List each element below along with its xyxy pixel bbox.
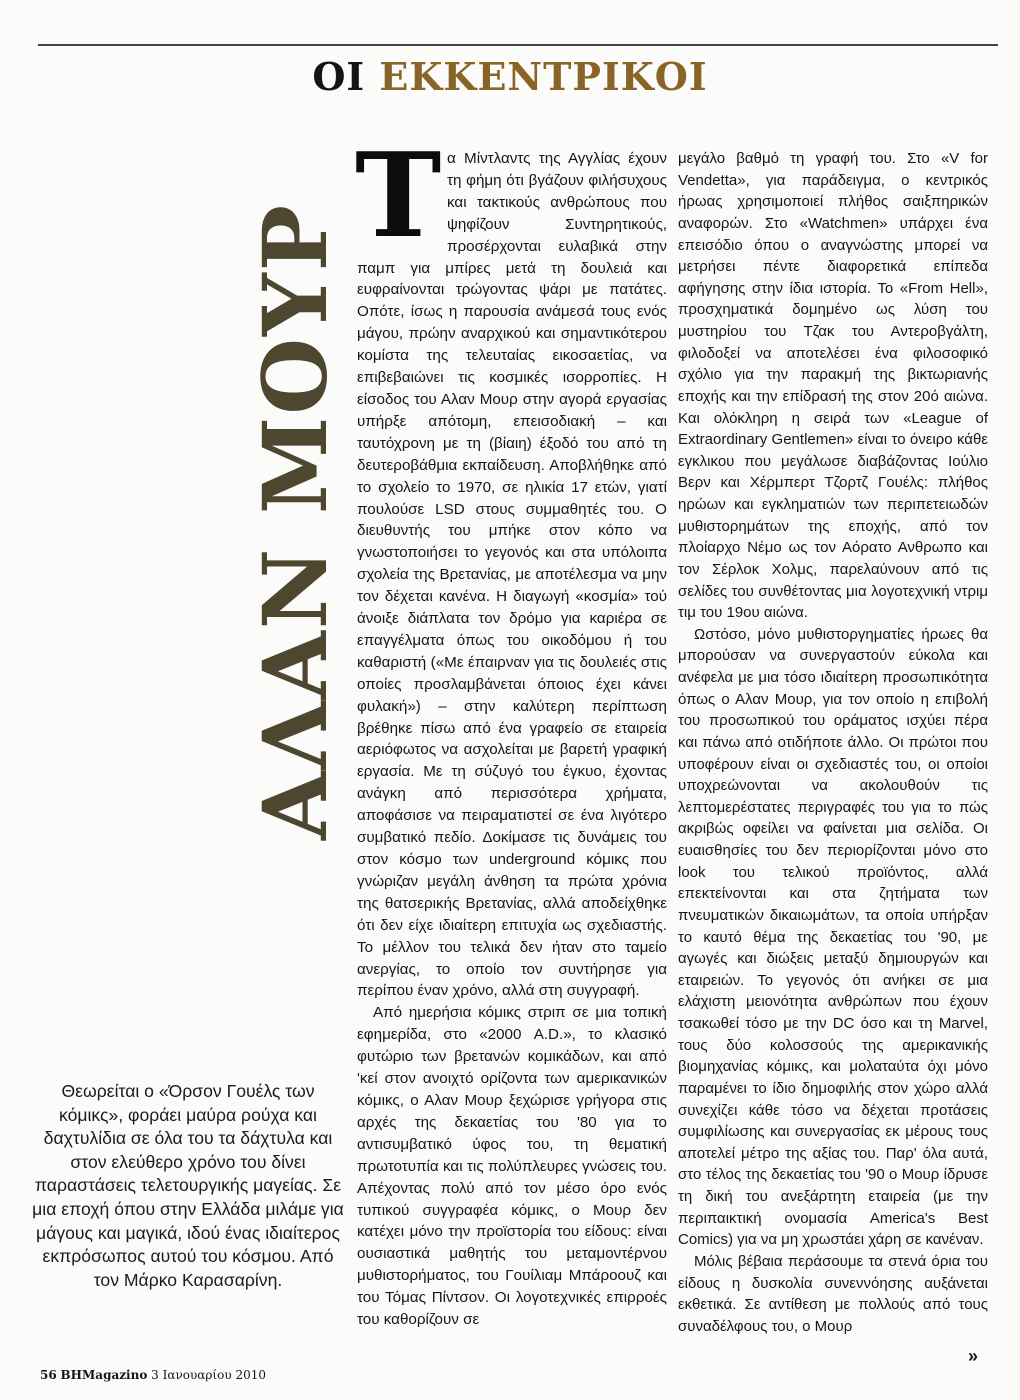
paragraph-2: Από ημερήσια κόμικς στριπ σε μια τοπική εφημερίδα, στο «2000 A.D.», το κλασικό φυτώριο των βρετανών κομικάδων, και από 'κεί στον ανοιχτό ορίζοντα των αμερικανικών κόμικς, ο Αλαν Μουρ ξεχώρισε γρήγορα στις αρχές της δεκαετίας του '80 για το αντισυμβατικό ύφος του, τη θεματική πρωτοτυπία και τις πολύπλευρες γνώσεις του. Απέχοντας πολύ από τον μέσο όρο ενός τυπικού συγγραφέα κόμικς, ο Μουρ δεν κατέχει μόνο την προϊστορία του είδους: είναι ουσιαστικά μαθητής του μεταμοντέρνου μυθιστορήματος, του Γουίλιαμ Μπάροουζ και του Τόμας Πίντσον. Οι λογοτεχνικές επιρροές του καθορίζουν σε	[357, 1004, 667, 1329]
paragraph-5: Μόλις βέβαια περάσουμε τα στενά όρια του είδους η δυσκολία συνεννόησης αυξάνεται εκθετικά. Σε αντίθεση με πολλούς από τους συναδέλφους του, ο Μουρ	[678, 1252, 988, 1335]
intro-standfirst: Θεωρείται ο «Όρσον Γουέλς των κόμικς», φοράει μαύρα ρούχα και δαχτυλίδια σε όλα του τα δάχτυλα και στον ελεύθερο χρόνο του δίνει παραστάσεις τελετουργικής μαγείας. Σε μια εποχή όπου στην Ελλάδα μιλάμε για μάγους και μαγικά, ιδού ένας ιδιαίτερος εκπρόσωπος αυτού του κόσμου. Από τον Μάρκο Καρασαρίνη.	[32, 1081, 344, 1290]
paragraph-3: μεγάλο βαθμό τη γραφή του. Στο «V for Vendetta», για παράδειγμα, ο κεντρικός ήρωας χρησιμοποιεί πλήθος σαιξπηρικών αναφορών. Στο «Watchmen» υπάρχει ένα επεισόδιο όπου ο αναγνώστης μπορεί να μετρήσει πέντε διαφορετικά επίπεδα αφήγησης στην ίδια ιστορία. Το «From Hell», προσχηματικά δομημένο ως λύση του μυστηρίου του Τζακ του Αντεροβγάλτη, φιλοδοξεί να αποτελέσει ένα φιλοσοφικό σχόλιο για την παρακμή της βικτωριανής εποχής και την επίδρασή της στον 20ό αιώνα. Και ολόκληρη η σειρά των «League of Extraordinary Gentlemen» είναι το όνειρο κάθε εγκλικου που μεγάλωσε διαβάζοντας Ιούλιο Βερν και Χέρμπερτ Τζορτζ Γουέλς: πλήθος ηρώων και εγκληματιών των περιπετειωδών μυθιστορημάτων της εποχής, από τον πλοίαρχο Νέμο ως τον Αόρατο Ανθρωπο και τον Σέρλοκ Χολμς, παρελαύνουν από τις σελίδες του συνθέτοντας μια λογοτεχνική ντριμ τιμ του 19ου αιώνα.	[678, 150, 988, 622]
page-footer	[40, 1368, 266, 1382]
article-column-middle	[355, 128, 667, 1331]
continue-arrow-icon: »	[968, 1346, 979, 1366]
section-title	[0, 54, 1020, 99]
paragraph-1: α Μίντλαντς της Αγγλίας έχουν τη φήμη ότι βγάζουν φιλήσυχους και τακτικούς ανθρώπους που ψηφίζουν Συντηρητικούς, προσέρχονται ευλαβικά στην παμπ για μπίρες μετά τη δουλειά και ευφραίνονται τρώγοντας ψάρι με πατάτες. Οπότε, ίσως η παρουσία ανάμεσά τους ενός μάγου, πρώην αναρχικού και σημαντικότερου κομίστα της τελευταίας εικοσαετίας, να επιβεβαιώνει τις κοσμικές ισορροπίες. Η είσοδος του Αλαν Μουρ στην αγορά εργασίας υπήρξε απότομη, επεισοδιακή – και ταυτόχρονη με τη (βίαιη) έξοδό του από τη δευτεροβάθμια εκπαίδευση. Αποβλήθηκε από το σχολείο το 1970, σε ηλικία 17 ετών, γιατί πουλούσε LSD στους συμμαθητές του. Ο διευθυντής του μπήκε στον κόπο να γνωστοποιήσει το γεγονός και στα υπόλοιπα σχολεία της Βρετανίας, με αποτέλεσμα να μην τον δέχεται κανένα. Η διαγωγή «κοσμία» τού άνοιξε διάπλατα τον δρόμο για καριέρα σε επαγγέλματα όπως του οικοδόμου ή του καθαριστή («Με έπαιρναν για τις δουλειές στις οποίες προσλαμβάνεται όποιος έχει κάνει φυλακή») – στην καλύτερη περίπτωση βρέθηκε πίσω από ένα γραφείο σε εταιρεία αεριόφωτος να ασχολείται με βαρετή γραφική εργασία. Με τη σύζυγό του έγκυο, έχοντας ανάγκη από περισσότερα χρήματα, αποφάσισε να πειραματιστεί σε ένα λιγότερο συμβατικό πεδίο. Δοκίμασε τις δυνάμεις του στον κόσμο των underground κόμικς που γνώριζαν μεγάλη άνθηση τα πρώτα χρόνια της θατσερικής Βρετανίας, αλλά αποδείχθηκε ότι δεν είχε ιδιαίτερη επιτυχία ως σχεδιαστής. Το μέλλον του τελικά δεν ήταν στο ταμείο ανεργίας, το οποίο τον συντήρησε για περίπου έναν χρόνο, αλλά στη συγγραφή.	[357, 150, 667, 1000]
paragraph-4: Ωστόσο, μόνο μυθιστοργηματίες ήρωες θα μπορούσαν να συνεργαστούν εύκολα και ανέφελα με μια τόσο ιδιαίτερη προσωπικότητα όπως ο Αλαν Μουρ, για τον οποίο η επιβολή του προσωπικού του οράματος ισχύει πέρα και πάνω από οτιδήποτε άλλο. Οι πρώτοι που υποφέρουν είναι οι σχεδιαστές του, οι οποίοι υποχρεώνονται να ακολουθούν τις λεπτομερέστατες περιγραφές του για το πώς ακριβώς οφείλει να φαίνεται μια σελίδα. Οι ευαισθησίες του δεν περιορίζονται μόνο στο look του τελικού προϊόντος, αλλά επεκτείνονται και στα ζητήματα των πνευματικών δικαιωμάτων, τα οποία υπήρξαν το καυτό θέμα της δεκαετίας του '90, με αγωγές και διώξεις μεταξύ δημιουργών και εταιρειών. Το γεγονός ότι ανήκει σε μια ελάχιστη μειονότητα ανθρώπων που έχουν τσακωθεί τόσο με την DC όσο και τη Marvel, τους δύο κολοσσούς της αμερικανικής βιομηχανίας κόμικς, και μολαταύτα όχι μόνο παραμένει το ίδιο δημοφιλής στον χώρο αλλά συνεχίζει κάθε τόσο να δέχεται προτάσεις συμφιλίωσης και συνεργασίας εκ μέρους τους αποτελεί μέτρο της αξίας του. Παρ' όλα αυτά, στο τέλος της δεκαετίας του '90 ο Μουρ ίδρυσε τη δική του ανεξάρτητη εταιρεία (με την περιπαικτική ονομασία America's Best Comics) για να μη χρωστάει χάρη σε κανέναν.	[678, 625, 988, 1249]
section-title-part1: ΟΙ	[312, 54, 380, 99]
page-number: 56	[40, 1368, 57, 1382]
drop-cap: Τ	[355, 128, 442, 264]
section-title-part2: ΕΚΚΕΝΤΡΙΚΟΙ	[379, 54, 708, 99]
magazine-name: ΒΗΜagazino	[60, 1368, 148, 1382]
article-title-vertical: ΑΛΑΝ ΜΟΥΡ	[243, 203, 347, 840]
top-rule	[38, 44, 998, 46]
article-column-right	[678, 148, 988, 1337]
issue-date: 3 Ιανουαρίου 2010	[147, 1368, 267, 1382]
